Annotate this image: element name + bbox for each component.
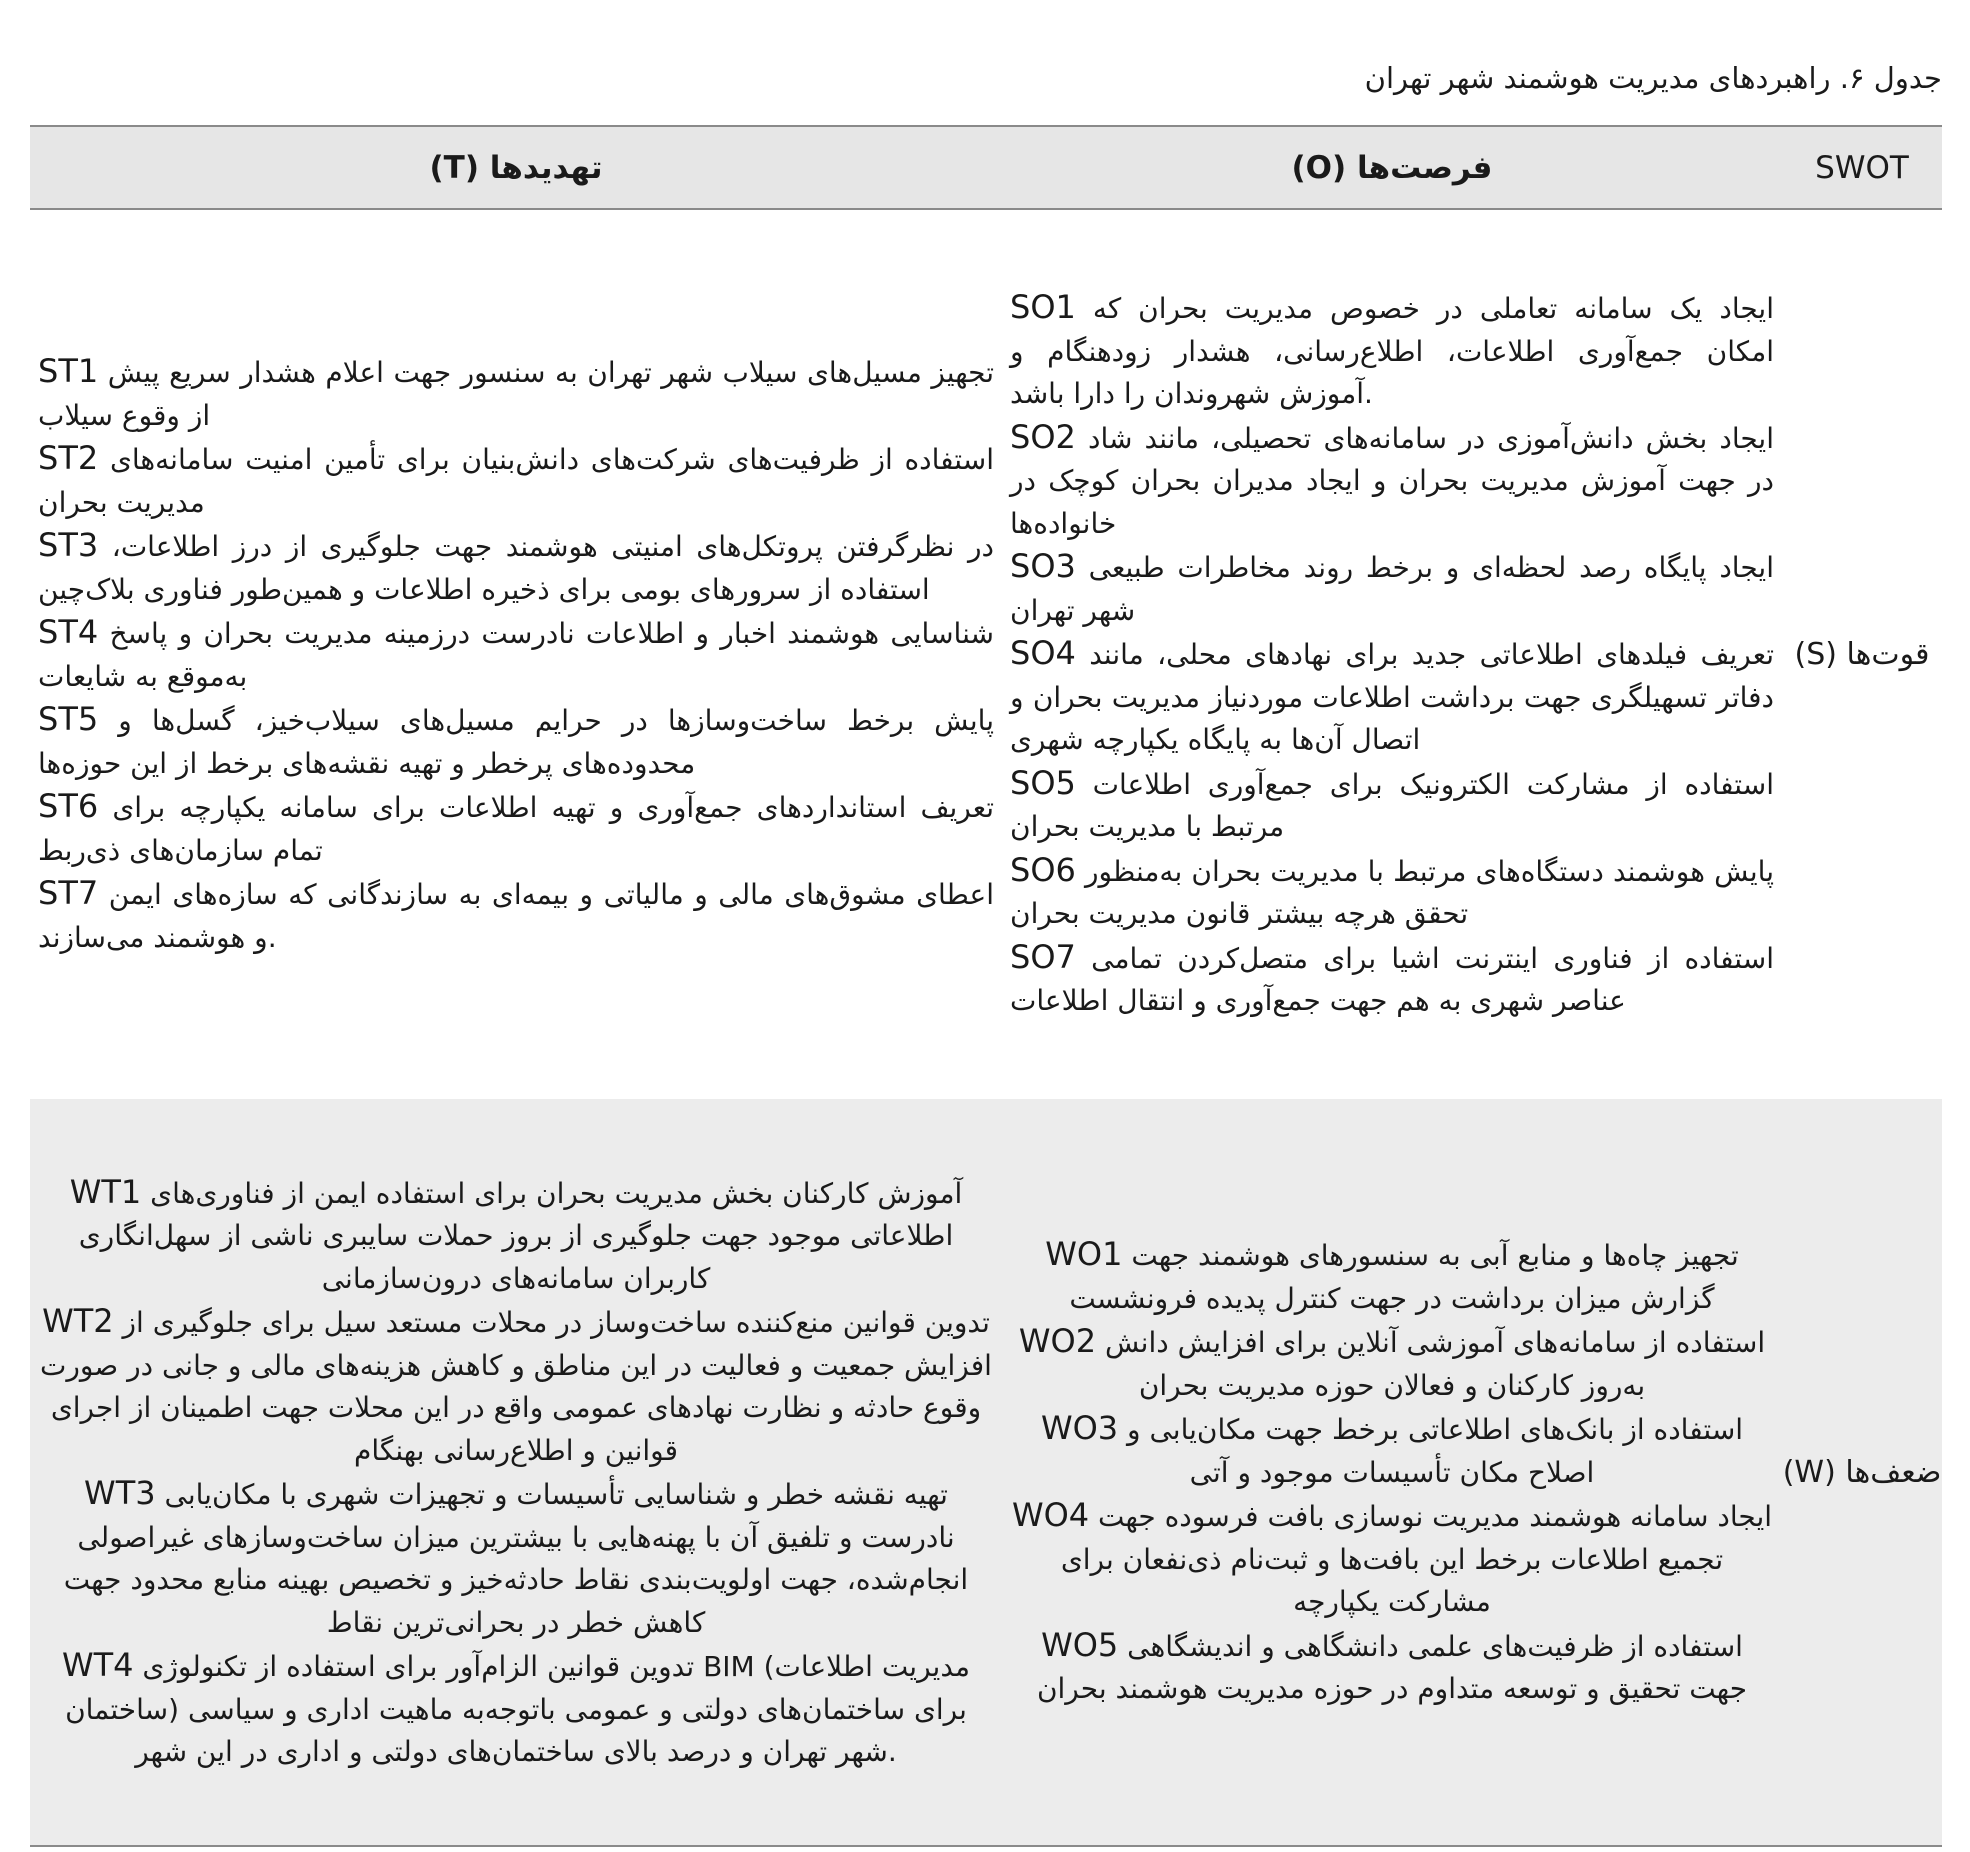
strategy-text: استفاده از فناوری اینترنت اشیا برای متصل‌کردن تمامی عناصر شهری به هم جهت جمع‌آوری و انتقال اطلاعات [1010,941,1774,1018]
strategy-item [1010,1494,1774,1624]
strategy-item [38,872,994,959]
strategy-code: ST1 [38,352,99,390]
strategy-text: آموزش کارکنان بخش مدیریت بحران برای استفاده ایمن از فناوری‌های اطلاعاتی موجود جهت جلوگیری از بروز حملات سایبری ناشی از سهل‌انگاری کاربران سامانه‌های درون‌سازمانی [78,1176,963,1295]
strategy-code: SO7 [1010,937,1076,976]
strategy-code: WT2 [42,1302,114,1340]
table-header-row [30,126,1942,209]
weaknesses-row [30,1099,1942,1846]
wo-strategies-cell [1002,1099,1782,1846]
strategy-code: WT1 [69,1172,142,1211]
strategy-code: WT3 [84,1474,156,1512]
strategy-text: استفاده از بانک‌های اطلاعاتی برخط جهت مکان‌یابی و اصلاح مکان تأسیسات موجود و آتی [1127,1413,1744,1489]
strategy-item [1010,545,1774,632]
strategy-text: استفاده از ظرفیت‌های شرکت‌های دانش‌بنیان برای تأمین امنیت سامانه‌های مدیریت بحران [38,443,994,519]
header-swot: SWOT [1815,149,1909,186]
strategy-item [1010,762,1774,849]
table-caption: جدول ۶. راهبردهای مدیریت هوشمند شهر تهران [1364,61,1942,95]
strategy-item [1010,1407,1774,1494]
strategy-item [1010,849,1774,936]
strategy-text: تعریف استانداردهای جمع‌آوری و تهیه اطلاعات برای سامانه یکپارچه برای تمام سازمان‌های ذی‌ربط [38,791,994,867]
strategy-item [38,1644,994,1774]
strategy-text: اعطای مشوق‌های مالی و مالیاتی و بیمه‌ای به سازندگانی که سازه‌های ایمن و هوشمند می‌سازند. [38,878,994,954]
strategy-text: پایش برخط ساخت‌وسازها در حرایم مسیل‌های سیلاب‌خیز، گسل‌ها و محدوده‌های پرخطر و تهیه نقشه‌های برخط از این حوزه‌ها [38,704,995,780]
strategy-code: ST7 [38,874,99,912]
wt-strategies-cell [30,1099,1002,1846]
row-label-weaknesses: ضعف‌ها (W) [1782,1454,1942,1490]
strategy-text: تدوین قوانین منع‌کننده ساخت‌وساز در محلات مستعد سیل برای جلوگیری از افزایش جمعیت و فعالیت در این مناطق و کاهش هزینه‌های مالی و جانی در صورت وقوع حادثه و نظارت نهادهای عمومی واقع در این محلات جهت اطمینان از اجرای قوانین و اطلاع‌رسانی بهنگام [40,1306,992,1467]
strategy-text: ایجاد بخش دانش‌آموزی در سامانه‌های تحصیلی، مانند شاد در جهت آموزش مدیریت بحران و ایجاد مدیران بحران کوچک در خانواده‌ها [1010,421,1774,540]
strategy-text: استفاده از ظرفیت‌های علمی دانشگاهی و اندیشگاهی جهت تحقیق و توسعه متداوم در حوزه مدیریت هوشمند بحران [1036,1629,1748,1706]
strategy-code: WO1 [1045,1235,1123,1274]
strategy-item [38,350,994,437]
strategy-item [38,611,994,698]
strategy-text: استفاده از سامانه‌های آموزشی آنلاین برای افزایش دانش به‌روز کارکنان و فعالان حوزه مدیریت بحران [1104,1326,1766,1402]
strategy-code: SO3 [1010,547,1076,586]
st-strategies-cell [30,209,1002,1099]
strategy-item [38,785,994,872]
strategy-text: ایجاد پایگاه رصد لحظه‌ای و برخط روند مخاطرات طبیعی شهر تهران [1010,551,1774,627]
strategy-text: ایجاد سامانه هوشمند مدیریت نوسازی بافت فرسوده جهت تجمیع اطلاعات برخط این بافت‌ها و ثبت‌نام ذی‌نفعان برای مشارکت یکپارچه [1060,1500,1773,1619]
strategy-code: ST2 [38,439,99,477]
header-opportunities: فرصت‌ها (O) [1291,149,1493,186]
strategy-code: SO4 [1010,634,1076,673]
strategy-item [1010,1320,1774,1407]
strengths-row [30,209,1942,1099]
strategy-code: SO6 [1010,850,1076,889]
header-threats: تهدیدها (T) [429,149,603,186]
strategy-code: WO4 [1011,1496,1090,1535]
row-label-strengths: قوت‌ها (S) [1794,637,1930,672]
strategy-code: ST5 [38,700,99,738]
strategy-code: WO5 [1041,1625,1119,1664]
strategy-text: پایش هوشمند دستگاه‌های مرتبط با مدیریت بحران به‌منظور تحقق هرچه بیشتر قانون مدیریت بحران [1010,854,1774,931]
strategy-text: شناسایی هوشمند اخبار و اطلاعات نادرست درزمینه مدیریت بحران و پاسخ به‌موقع به شایعات [38,617,994,693]
strategy-text: تجهیز چاه‌ها و منابع آبی به سنسورهای هوشمند جهت گزارش میزان برداشت در جهت کنترل پدیده فرونشست [1069,1239,1739,1315]
strategy-item [1010,1233,1774,1320]
strategy-item [38,1300,994,1472]
strategy-code: ST4 [38,613,99,651]
strategy-text: تجهیز مسیل‌های سیلاب شهر تهران به سنسور جهت اعلام هشدار سریع پیش از وقوع سیلاب [38,356,994,432]
strategy-text: تهیه نقشه خطر و شناسایی تأسیسات و تجهیزات شهری با مکان‌یابی نادرست و تلفیق آن با پهنه‌هایی با بیشترین میزان ساخت‌وسازهای غیراصولی انجام‌شده، جهت اولویت‌بندی نقاط حادثه‌خیز و تخصیص بهینه منابع محدود جهت کاهش خطر در بحرانی‌ترین نقاط [63,1478,969,1639]
strategy-text: در نظرگرفتن پروتکل‌های امنیتی هوشمند جهت جلوگیری از درز اطلاعات، استفاده از سرورهای بومی برای ذخیره اطلاعات و همین‌طور فناوری بلاک‌چین [38,530,994,606]
strategy-item [1010,416,1774,546]
strategy-text: تدوین قوانین الزام‌آور برای استفاده از تکنولوژی BIM (مدیریت اطلاعات ساختمان) برای ساختمان‌های دولتی و عمومی باتوجه‌به ماهیت اداری و سیاسی شهر تهران و درصد بالای ساختمان‌های دولتی و اداری در این شهر. [65,1650,971,1768]
strategy-item [1010,286,1774,416]
so-strategies-cell [1002,209,1782,1099]
strategy-item [1010,632,1774,762]
strategy-text: ایجاد یک سامانه تعاملی در خصوص مدیریت بحران که امکان جمع‌آوری اطلاعات، اطلاع‌رسانی، هشدار زودهنگام و آموزش شهروندان را دارا باشد. [1010,292,1775,411]
strategy-code: SO5 [1010,763,1076,802]
strategy-item [38,524,994,611]
strategy-code: WO3 [1040,1409,1119,1448]
strategy-item [38,1472,994,1644]
strategy-item [38,1171,994,1301]
strategy-code: SO1 [1010,288,1076,327]
strategy-item [38,698,994,785]
swot-table [30,125,1942,1847]
strategy-item [38,437,994,524]
strategy-code: ST3 [38,526,99,564]
strategy-item [1010,936,1774,1023]
strategy-code: ST6 [38,787,99,825]
strategy-text: تعریف فیلدهای اطلاعاتی جدید برای نهادهای محلی، مانند دفاتر تسهیلگری جهت برداشت اطلاعات موردنیاز مدیریت بحران و اتصال آن‌ها به پایگاه یکپارچه شهری [1010,638,1775,757]
strategy-code: WT4 [61,1646,134,1684]
strategy-code: WO2 [1018,1322,1097,1361]
strategy-code: SO2 [1010,417,1076,456]
strategy-text: استفاده از مشارکت الکترونیک برای جمع‌آوری اطلاعات مرتبط با مدیریت بحران [1010,767,1774,844]
strategy-item [1010,1624,1774,1711]
